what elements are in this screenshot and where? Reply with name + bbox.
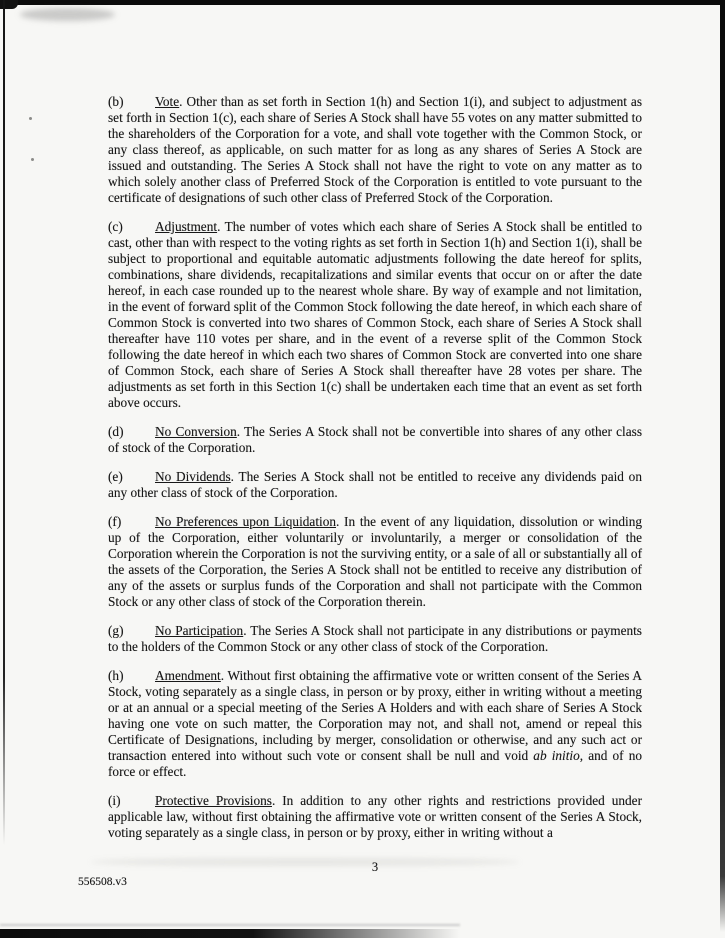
scan-edge-top xyxy=(0,0,725,5)
scan-edge-bottom xyxy=(0,929,460,938)
paragraph-text: Vote. Other than as set forth in Section 1(h) and Section 1(i), and subject to adjustment as set forth in Section 1(c), each share of Series A Stock shall have 55 votes on any matter submitted to the shareholders of the Corporation for a vote, and shall vote together with the Common Stock, or any class thereof, as applicable, on such matter for as long as any shares of Series A Stock are issued and outstanding. The Series A Stock shall not have the right to vote on any matter as to which solely another class of Preferred Stock of the Corporation is entitled to vote pursuant to the certificate of designations of such other class of Preferred Stock of the Corporation. xyxy=(108,94,642,205)
paragraph-label: (c) xyxy=(108,219,123,234)
paragraph-text: No Participation. The Series A Stock shall not participate in any distributions or payments to the holders of the Common Stock or any other class of stock of the Corporation. xyxy=(108,623,642,654)
paragraph-label: (g) xyxy=(108,623,124,638)
paragraph xyxy=(108,424,642,456)
scan-edge-left xyxy=(3,0,5,845)
paragraph-text: No Conversion. The Series A Stock shall not be convertible into shares of any other class of stock of the Corporation. xyxy=(108,424,642,455)
paragraph-label: (f) xyxy=(108,514,122,529)
scan-speck xyxy=(31,158,34,161)
paragraph-label: (b) xyxy=(108,94,124,109)
paragraph-text: No Preferences upon Liquidation. In the event of any liquidation, dissolution or winding up of the Corporation, either voluntarily or involuntarily, a merger or consolidation of the Corporation wherein the Corporation is not the surviving entity, or a sale of all or substantially all of the assets of the Corporation, the Series A Stock shall not be entitled to receive any distribution of any of the assets or surplus funds of the Corporation and shall not participate with the Common Stock or any other class of stock of the Corporation therein. xyxy=(108,514,643,609)
paragraph xyxy=(108,219,642,411)
paragraph-text: Adjustment. The number of votes which each share of Series A Stock shall be entitled to cast, other than with respect to the voting rights as set forth in Section 1(h) and Section 1(i), shall be subject to proportional and equitable automatic adjustments following the date hereof for splits, combinations, share dividends, recapitalizations and similar events that occur on or after the date hereof, in each case rounded up to the nearest whole share. By way of example and not limitation, in the event of forward split of the Common Stock following the date hereof, in which each share of Common Stock is converted into two shares of Common Stock, each share of Series A Stock shall thereafter have 110 votes per share, and in the event of a reverse split of the Common Stock following the date hereof in which each two shares of Common Stock are converted into one share of Common Stock, each share of Series A Stock shall thereafter have 28 votes per share. The adjustments as set forth in this Section 1(c) shall be undertaken each time that an event as set forth above occurs. xyxy=(108,219,642,410)
paragraph xyxy=(108,94,642,206)
document-body xyxy=(108,94,642,854)
paragraph xyxy=(108,793,642,841)
scan-bottom-faint-line xyxy=(0,924,460,926)
scan-edge-right xyxy=(720,0,725,932)
paragraph-label: (d) xyxy=(108,424,124,439)
paragraph xyxy=(108,623,642,655)
page-number: 3 xyxy=(371,860,379,874)
paragraph-label: (e) xyxy=(108,469,123,484)
paragraph-text: Amendment. Without first obtaining the affirmative vote or written consent of the Series A Stock, voting separately as a single class, in person or by proxy, either in writing without a meeting or at an annual or a special meeting of the Series A Holders and with each share of Series A Stock having one vote on such matter, the Corporation may not, and shall not, amend or repeal this Certificate of Designations, including by merger, consolidation or otherwise, and any such act or transaction entered into without such vote or consent shall be null and void ab initio, and of no force or effect. xyxy=(108,668,642,779)
paragraph-label: (i) xyxy=(108,793,121,808)
paragraph xyxy=(108,668,642,780)
scan-smudge-top-left xyxy=(20,8,115,21)
paragraph-text: No Dividends. The Series A Stock shall not be entitled to receive any dividends paid on any other class of stock of the Corporation. xyxy=(108,469,642,500)
paragraph xyxy=(108,469,642,501)
paragraph-label: (h) xyxy=(108,668,124,683)
footer-doc-id: 556508.v3 xyxy=(78,876,127,888)
paragraph xyxy=(108,514,642,610)
paragraph-text: Protective Provisions. In addition to any other rights and restrictions provided under applicable law, without first obtaining the affirmative vote or written consent of the Series A Stock, voting separately as a single class, in person or by proxy, either in writing without a xyxy=(108,793,643,840)
scan-speck xyxy=(29,117,32,120)
